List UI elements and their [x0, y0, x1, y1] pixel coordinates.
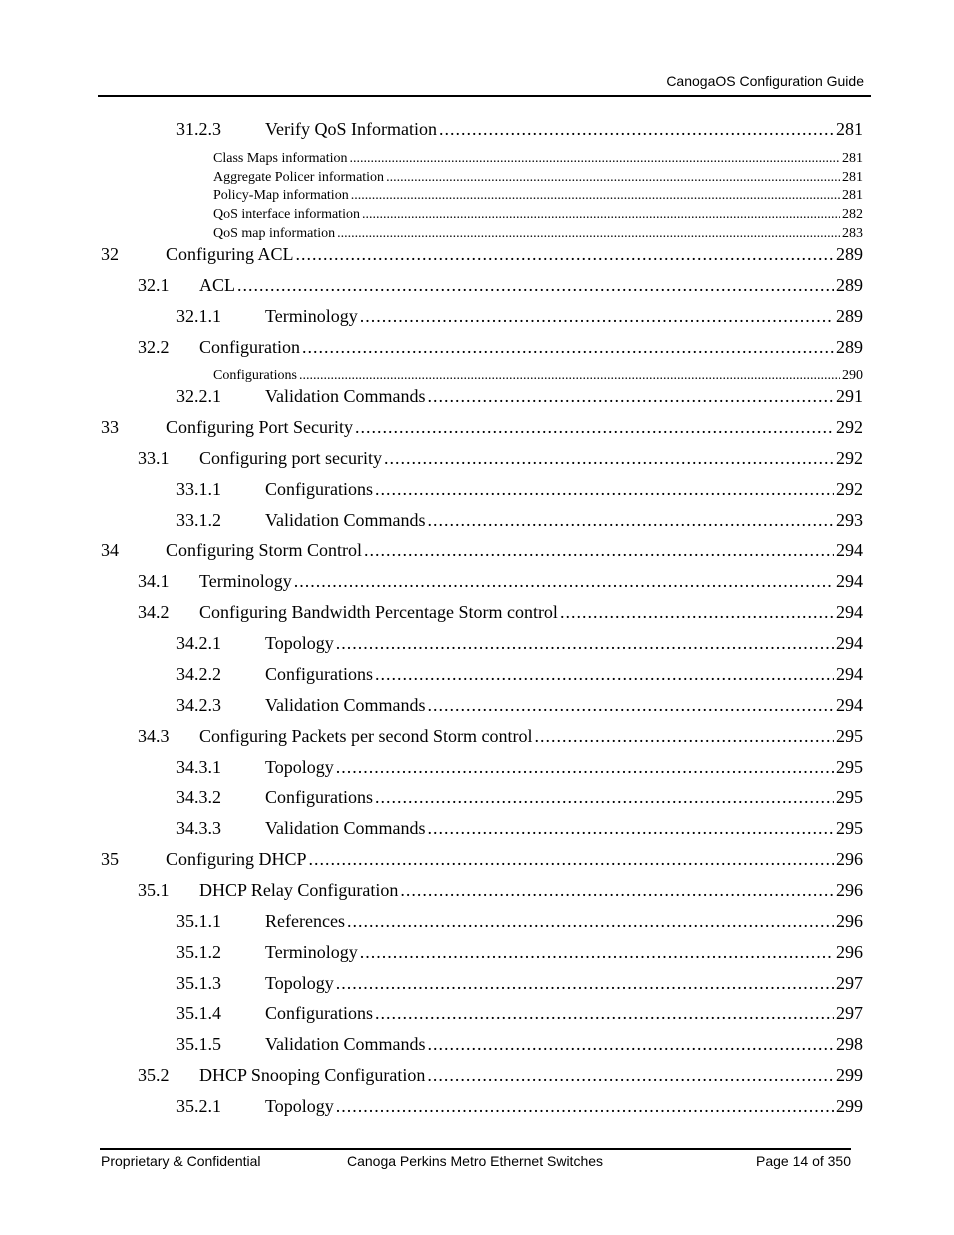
toc-entry[interactable]	[213, 151, 863, 167]
dot-leader	[296, 244, 834, 265]
toc-entry-title: Configurations	[265, 787, 373, 807]
dot-leader	[428, 818, 835, 839]
toc-entry-page: 298	[836, 1034, 863, 1054]
dot-leader	[375, 1003, 834, 1024]
toc-entry-number: 35.1	[138, 880, 170, 900]
dot-leader	[336, 633, 834, 654]
toc-entry-number: 34.3	[138, 726, 170, 746]
toc-entry-page: 281	[842, 188, 863, 203]
toc-entry-number: 34.3.3	[176, 818, 221, 838]
toc-entry-number: 34	[101, 540, 119, 560]
toc-entry-page: 294	[836, 664, 863, 684]
toc-entry-title: Topology	[265, 633, 334, 653]
dot-leader	[375, 787, 834, 808]
toc-entry-page: 296	[836, 849, 863, 869]
page-header-title: CanogaOS Configuration Guide	[666, 73, 864, 89]
toc-entry-page: 283	[842, 226, 863, 241]
toc-entry[interactable]	[176, 306, 863, 327]
toc-entry[interactable]	[176, 479, 863, 500]
toc-entry-page: 281	[836, 119, 863, 139]
dot-leader	[428, 510, 835, 531]
toc-entry-number: 34.2.2	[176, 664, 221, 684]
dot-leader	[364, 540, 834, 561]
toc-entry-title: Terminology	[199, 571, 292, 591]
toc-entry-number: 33.1	[138, 448, 170, 468]
toc-entry-number: 34.3.1	[176, 757, 221, 777]
toc-entry-title: Topology	[265, 973, 334, 993]
toc-entry-page: 299	[836, 1096, 863, 1116]
toc-entry[interactable]	[101, 849, 863, 870]
toc-entry-title: Configurations	[265, 664, 373, 684]
toc-entry-page: 292	[836, 448, 863, 468]
toc-entry-page: 292	[836, 479, 863, 499]
toc-entry-title: Configurations	[265, 479, 373, 499]
toc-entry-title: Topology	[265, 1096, 334, 1116]
toc-entry-title: QoS map information	[213, 226, 336, 241]
toc-entry[interactable]	[176, 664, 863, 685]
footer-product-name: Canoga Perkins Metro Ethernet Switches	[347, 1153, 604, 1169]
toc-entry-title: Validation Commands	[265, 818, 426, 838]
toc-entry-title: Configuring Bandwidth Percentage Storm control	[199, 602, 558, 622]
dot-leader	[309, 849, 834, 870]
toc-entry-number: 35.1.1	[176, 911, 221, 931]
dot-leader	[360, 942, 834, 963]
toc-entry-title: Topology	[265, 757, 334, 777]
dot-leader	[294, 571, 834, 592]
toc-entry-number: 33.1.1	[176, 479, 221, 499]
toc-entry-title: Validation Commands	[265, 386, 426, 406]
dot-leader	[534, 726, 834, 747]
toc-entry-title: References	[265, 911, 345, 931]
toc-entry-page: 289	[836, 306, 863, 326]
toc-entry-number: 35.2	[138, 1065, 170, 1085]
toc-entry-title: Policy-Map information	[213, 188, 349, 203]
toc-entry-page: 295	[836, 787, 863, 807]
toc-entry-title: Class Maps information	[213, 151, 348, 166]
toc-entry-title: Configurations	[265, 1003, 373, 1023]
toc-entry[interactable]	[213, 368, 863, 384]
dot-leader	[386, 170, 840, 186]
toc-entry[interactable]	[138, 880, 863, 901]
dot-leader	[302, 337, 834, 358]
toc-entry-title: Configuring ACL	[166, 244, 294, 264]
toc-entry-title: Terminology	[265, 306, 358, 326]
toc-entry-number: 35.1.3	[176, 973, 221, 993]
toc-entry-page: 281	[842, 151, 863, 166]
toc-entry-title: Validation Commands	[265, 510, 426, 530]
toc-entry-page: 296	[836, 880, 863, 900]
dot-leader	[427, 1065, 834, 1086]
dot-leader	[347, 911, 834, 932]
toc-entry-number: 35.1.4	[176, 1003, 221, 1023]
dot-leader	[336, 757, 834, 778]
toc-entry-page: 295	[836, 818, 863, 838]
toc-entry-title: Configuring port security	[199, 448, 382, 468]
toc-entry-number: 35.2.1	[176, 1096, 221, 1116]
toc-entry-page: 289	[836, 337, 863, 357]
toc-entry-page: 297	[836, 1003, 863, 1023]
dot-leader	[360, 306, 834, 327]
toc-entry-title: Configuring DHCP	[166, 849, 307, 869]
toc-entry[interactable]	[176, 695, 863, 716]
dot-leader	[336, 973, 834, 994]
toc-entry-number: 32.2	[138, 337, 170, 357]
toc-entry-page: 299	[836, 1065, 863, 1085]
dot-leader	[299, 368, 840, 384]
toc-entry[interactable]	[176, 818, 863, 839]
toc-entry-title: DHCP Relay Configuration	[199, 880, 399, 900]
toc-entry[interactable]	[176, 386, 863, 407]
toc-entry-title: Configuring Storm Control	[166, 540, 363, 560]
dot-leader	[384, 448, 834, 469]
toc-entry-page: 294	[836, 540, 863, 560]
toc-entry-title: Aggregate Policer information	[213, 170, 385, 185]
dot-leader	[362, 207, 840, 223]
toc-entry-title: Configuring Port Security	[166, 417, 353, 437]
toc-entry-page: 297	[836, 973, 863, 993]
toc-entry[interactable]	[101, 417, 863, 438]
dot-leader	[560, 602, 834, 623]
toc-entry[interactable]	[138, 448, 863, 469]
toc-entry-title: ACL	[199, 275, 235, 295]
footer-divider	[100, 1148, 851, 1150]
toc-entry[interactable]	[176, 510, 863, 531]
toc-entry-number: 35.1.5	[176, 1034, 221, 1054]
toc-entry-page: 289	[836, 275, 863, 295]
toc-entry-page: 282	[842, 207, 863, 222]
toc-entry-page: 296	[836, 942, 863, 962]
toc-entry-page: 293	[836, 510, 863, 530]
toc-entry[interactable]	[213, 226, 863, 242]
toc-entry-page: 295	[836, 757, 863, 777]
toc-entry[interactable]	[176, 942, 863, 963]
toc-entry[interactable]	[176, 1034, 863, 1055]
dot-leader	[336, 1096, 834, 1117]
toc-entry[interactable]	[176, 633, 863, 654]
dot-leader	[428, 386, 835, 407]
toc-entry-title: Configuration	[199, 337, 300, 357]
dot-leader	[351, 188, 840, 204]
toc-entry-page: 294	[836, 695, 863, 715]
toc-entry-page: 292	[836, 417, 863, 437]
toc-entry-number: 35.1.2	[176, 942, 221, 962]
toc-entry-title: Configuring Packets per second Storm control	[199, 726, 533, 746]
toc-entry-number: 32.2.1	[176, 386, 221, 406]
toc-entry-page: 294	[836, 571, 863, 591]
toc-entry-number: 34.2.3	[176, 695, 221, 715]
toc-entry-number: 32.1.1	[176, 306, 221, 326]
toc-entry-page: 289	[836, 244, 863, 264]
toc-entry[interactable]	[176, 757, 863, 778]
dot-leader	[237, 275, 834, 296]
toc-entry-title: Validation Commands	[265, 695, 426, 715]
toc-entry-number: 34.2	[138, 602, 170, 622]
toc-entry-title: Verify QoS Information	[265, 119, 437, 139]
toc-entry-page: 295	[836, 726, 863, 746]
toc-entry-page: 290	[842, 368, 863, 383]
toc-entry[interactable]	[176, 973, 863, 994]
toc-entry-title: QoS interface information	[213, 207, 360, 222]
dot-leader	[400, 880, 834, 901]
toc-entry-title: DHCP Snooping Configuration	[199, 1065, 426, 1085]
toc-entry-number: 31.2.3	[176, 119, 221, 139]
toc-entry-number: 35	[101, 849, 119, 869]
toc-entry-number: 32.1	[138, 275, 170, 295]
footer-page-number: Page 14 of 350	[756, 1153, 851, 1169]
toc-entry[interactable]	[138, 726, 863, 747]
toc-entry-title: Configurations	[213, 368, 297, 383]
toc-entry-number: 34.3.2	[176, 787, 221, 807]
toc-entry-title: Terminology	[265, 942, 358, 962]
toc-entry-number: 32	[101, 244, 119, 264]
toc-entry-number: 33.1.2	[176, 510, 221, 530]
toc-entry[interactable]	[138, 275, 863, 296]
toc-entry-page: 296	[836, 911, 863, 931]
footer-confidentiality: Proprietary & Confidential	[101, 1153, 261, 1169]
dot-leader	[337, 226, 840, 242]
dot-leader	[375, 664, 834, 685]
toc-entry[interactable]	[101, 540, 863, 561]
dot-leader	[439, 119, 834, 140]
toc-entry-page: 291	[836, 386, 863, 406]
toc-entry-page: 281	[842, 170, 863, 185]
toc-entry-number: 34.1	[138, 571, 170, 591]
toc-entry-title: Validation Commands	[265, 1034, 426, 1054]
toc-entry[interactable]	[213, 207, 863, 223]
toc-entry-page: 294	[836, 633, 863, 653]
toc-entry-page: 294	[836, 602, 863, 622]
toc-entry[interactable]	[176, 787, 863, 808]
toc-entry[interactable]	[213, 170, 863, 186]
toc-entry[interactable]	[213, 188, 863, 204]
dot-leader	[350, 151, 840, 167]
dot-leader	[355, 417, 834, 438]
toc-entry[interactable]	[176, 119, 863, 140]
toc-entry[interactable]	[138, 337, 863, 358]
toc-entry-number: 34.2.1	[176, 633, 221, 653]
toc-entry[interactable]	[176, 1096, 863, 1117]
toc-entry-number: 33	[101, 417, 119, 437]
toc-entry[interactable]	[138, 602, 863, 623]
toc-entry[interactable]	[176, 911, 863, 932]
toc-entry[interactable]	[138, 1065, 863, 1086]
dot-leader	[428, 1034, 835, 1055]
dot-leader	[428, 695, 835, 716]
dot-leader	[375, 479, 834, 500]
toc-entry[interactable]	[176, 1003, 863, 1024]
toc-entry[interactable]	[138, 571, 863, 592]
toc-entry[interactable]	[101, 244, 863, 265]
